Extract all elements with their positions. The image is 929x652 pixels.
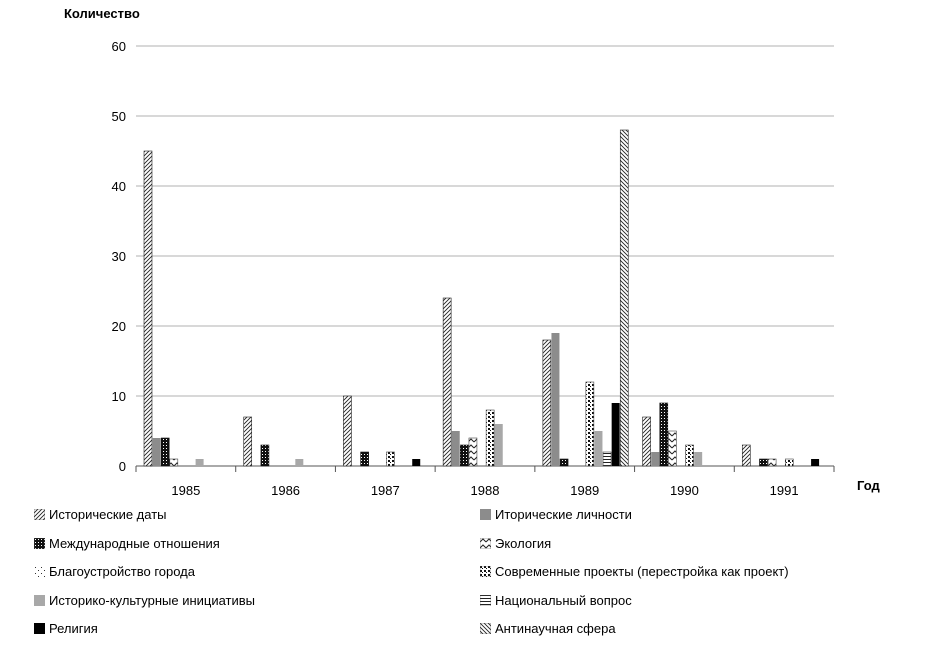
y-tick-label: 40 — [111, 179, 126, 194]
bar — [612, 403, 620, 466]
legend-swatch — [34, 566, 45, 577]
bar — [620, 130, 628, 466]
x-tick-label: 1988 — [470, 483, 500, 498]
bar — [742, 445, 750, 466]
legend-item — [34, 593, 255, 608]
bar — [460, 445, 468, 466]
y-tick-label: 0 — [118, 459, 126, 474]
bar — [412, 459, 420, 466]
bar — [361, 452, 369, 466]
gridlines — [136, 46, 834, 472]
legend-label: Современные проекты (перестройка как проект) — [495, 564, 789, 580]
legend-item — [480, 507, 632, 522]
bar — [686, 445, 694, 466]
bar — [343, 396, 351, 466]
x-tick-labels — [171, 483, 798, 498]
x-tick-label: 1986 — [271, 483, 301, 498]
legend-label: Международные отношения — [49, 535, 220, 551]
bar — [170, 459, 178, 466]
legend-swatch — [34, 509, 45, 520]
legend-item — [480, 536, 551, 551]
legend-swatch — [34, 538, 45, 549]
bar — [668, 431, 676, 466]
bar — [785, 459, 793, 466]
y-tick-label: 20 — [111, 319, 126, 334]
x-axis-title: Год — [857, 478, 880, 493]
bar — [543, 340, 551, 466]
legend-swatch — [34, 623, 45, 634]
bar — [386, 452, 394, 466]
legend-swatch — [480, 595, 491, 606]
x-tick-label: 1985 — [171, 483, 201, 498]
x-tick-label: 1989 — [570, 483, 600, 498]
legend-swatch — [34, 595, 45, 606]
bar — [768, 459, 776, 466]
legend-item — [34, 536, 220, 551]
bar — [196, 459, 204, 466]
y-tick-labels — [112, 39, 126, 474]
legend-label: Исторические даты — [49, 507, 167, 522]
bar — [560, 459, 568, 466]
bar — [161, 438, 169, 466]
x-tick-label: 1991 — [769, 483, 799, 498]
bar — [651, 452, 659, 466]
x-tick-label: 1990 — [669, 483, 699, 498]
bar — [694, 452, 702, 466]
bar — [495, 424, 503, 466]
y-axis-title: Количество — [64, 6, 140, 21]
bar — [443, 298, 451, 466]
bar — [594, 431, 602, 466]
legend-swatch — [480, 538, 491, 549]
bars — [144, 130, 819, 466]
legend-label: Экология — [495, 535, 552, 551]
legend-item — [480, 593, 632, 608]
y-tick-label: 10 — [111, 389, 126, 404]
bar — [153, 438, 161, 466]
legend-label: Благоустройство города — [49, 564, 196, 580]
legend-swatch — [480, 623, 491, 634]
bar — [469, 438, 477, 466]
legend-item — [34, 564, 195, 579]
bar — [452, 431, 460, 466]
y-tick-label: 30 — [111, 249, 126, 264]
bar — [603, 452, 611, 466]
bar — [551, 333, 559, 466]
bar — [643, 417, 651, 466]
legend-item — [34, 621, 98, 636]
legend-label: Религия — [49, 621, 98, 637]
bar — [295, 459, 303, 466]
legend-item — [480, 621, 616, 636]
x-tick-label: 1987 — [370, 483, 400, 498]
y-tick-label: 60 — [111, 39, 126, 54]
bar — [486, 410, 494, 466]
legend-swatch — [480, 509, 491, 520]
legend-label: Национальный вопрос — [495, 592, 632, 608]
bar — [261, 445, 269, 466]
bar — [811, 459, 819, 466]
legend-label: Историко-культурные инициативы — [49, 592, 256, 608]
bar — [144, 151, 152, 466]
bar — [759, 459, 767, 466]
bar — [660, 403, 668, 466]
y-tick-label: 50 — [111, 109, 126, 124]
bar — [586, 382, 594, 466]
legend-label: Антинаучная сфера — [495, 621, 616, 637]
legend-item — [480, 564, 789, 579]
bar — [244, 417, 252, 466]
legend-item — [34, 507, 167, 522]
legend-swatch — [480, 566, 491, 577]
legend-label: Иторические личности — [495, 507, 632, 522]
